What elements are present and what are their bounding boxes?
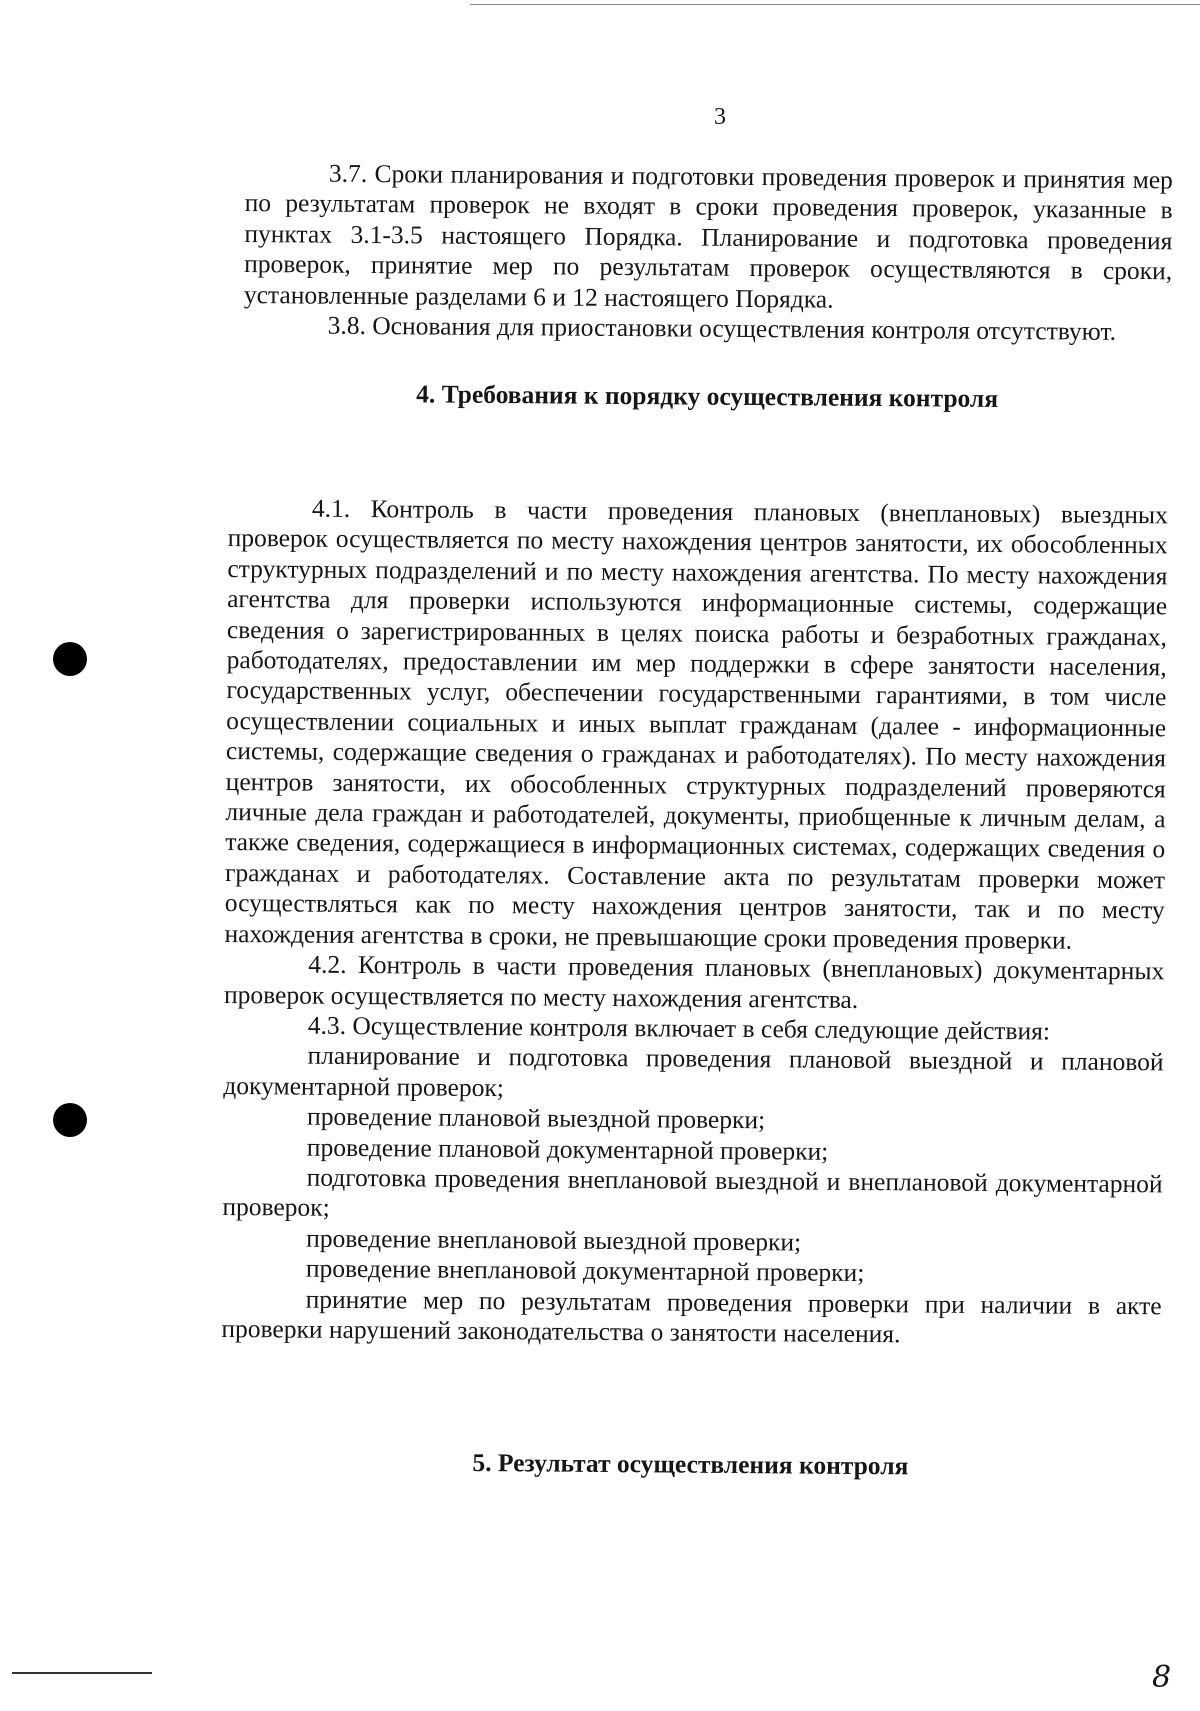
action-item: проведение внеплановой выездной проверки; [306, 1223, 802, 1257]
action-item: проведение внеплановой документарной проверки; [305, 1253, 865, 1288]
paragraph-4-2: 4.2. Контроль в части проведения плановых (внеплановых) документарных проверок осуществляется по месту нахождения агентства. [223, 949, 1165, 1014]
scan-edge-line [470, 4, 1200, 5]
document-body-top [243, 158, 1173, 434]
page-number: 3 [714, 104, 726, 130]
handwritten-page-mark: 8 [1152, 1660, 1172, 1695]
punch-hole [53, 642, 87, 676]
paragraph-3-8: 3.8. Основания для приостановки осуществления контроля отсутствуют. [327, 310, 1117, 346]
action-item: подготовка проведения внеплановой выездной и внеплановой документарной проверок; [222, 1162, 1163, 1223]
punch-hole [53, 1103, 87, 1137]
action-item: планирование и подготовка проведения плановой выездной и плановой документарной проверок; [223, 1040, 1164, 1102]
action-item: проведение плановой документарной проверки; [306, 1132, 829, 1166]
paragraph-3-7: 3.7. Сроки планирования и подготовки проведения проверок и принятия мер по результатам проверок не входят в сроки проведения проверок, указанные в пунктах 3.1-3.5 настоящего Порядка. Планирование и подготовка проведения проверок, принятие мер по результатам проверок осуществляются в сроки, установленные разделами 6 и 12 настоящего Порядка. [243, 158, 1173, 314]
scan-edge-line [12, 1672, 152, 1674]
document-body-main [220, 493, 1168, 1484]
section-heading-4: 4. Требования к порядку осуществления контроля [416, 379, 999, 414]
action-item: проведение плановой выездной проверки; [306, 1101, 766, 1135]
section-heading-5: 5. Результат осуществления контроля [472, 1448, 909, 1481]
paragraph-4-1: 4.1. Контроль в части проведения плановых (внеплановых) выездных проверок осуществляется по месту нахождения центров занятости, их обособленных структурных подразделений и по месту нахождения агентства. По месту нахождения агентства для проверки используются информационные системы, содержащие сведения о зарегистрированных в целях поиска работы и безработных гражданах, работодателях, предоставлении им мер поддержки в сфере занятости населения, государственных услуг, обеспечении государственными гарантиями, в том числе осуществлении социальных и иных выплат гражданам (далее - информационные системы, содержащие сведения о гражданах и работодателях). По месту нахождения центров занятости, их обособленных структурных подразделений проверяются личные дела граждан и работодателей, документы, приобщенные к личным делам, а также сведения, содержащиеся в информационных системах, содержащих сведения о гражданах и работодателях. Составление акта по результатам проверки может осуществляться как по месту нахождения центров занятости, так и по месту нахождения агентства в сроки, не превышающие сроки проведения проверки. [224, 493, 1168, 955]
paragraph-4-3: 4.3. Осуществление контроля включает в себя следующие действия: [307, 1010, 1051, 1046]
action-item: принятие мер по результатам проведения проверки при наличии в акте проверки нарушений законодательства о занятости населения. [221, 1284, 1162, 1349]
